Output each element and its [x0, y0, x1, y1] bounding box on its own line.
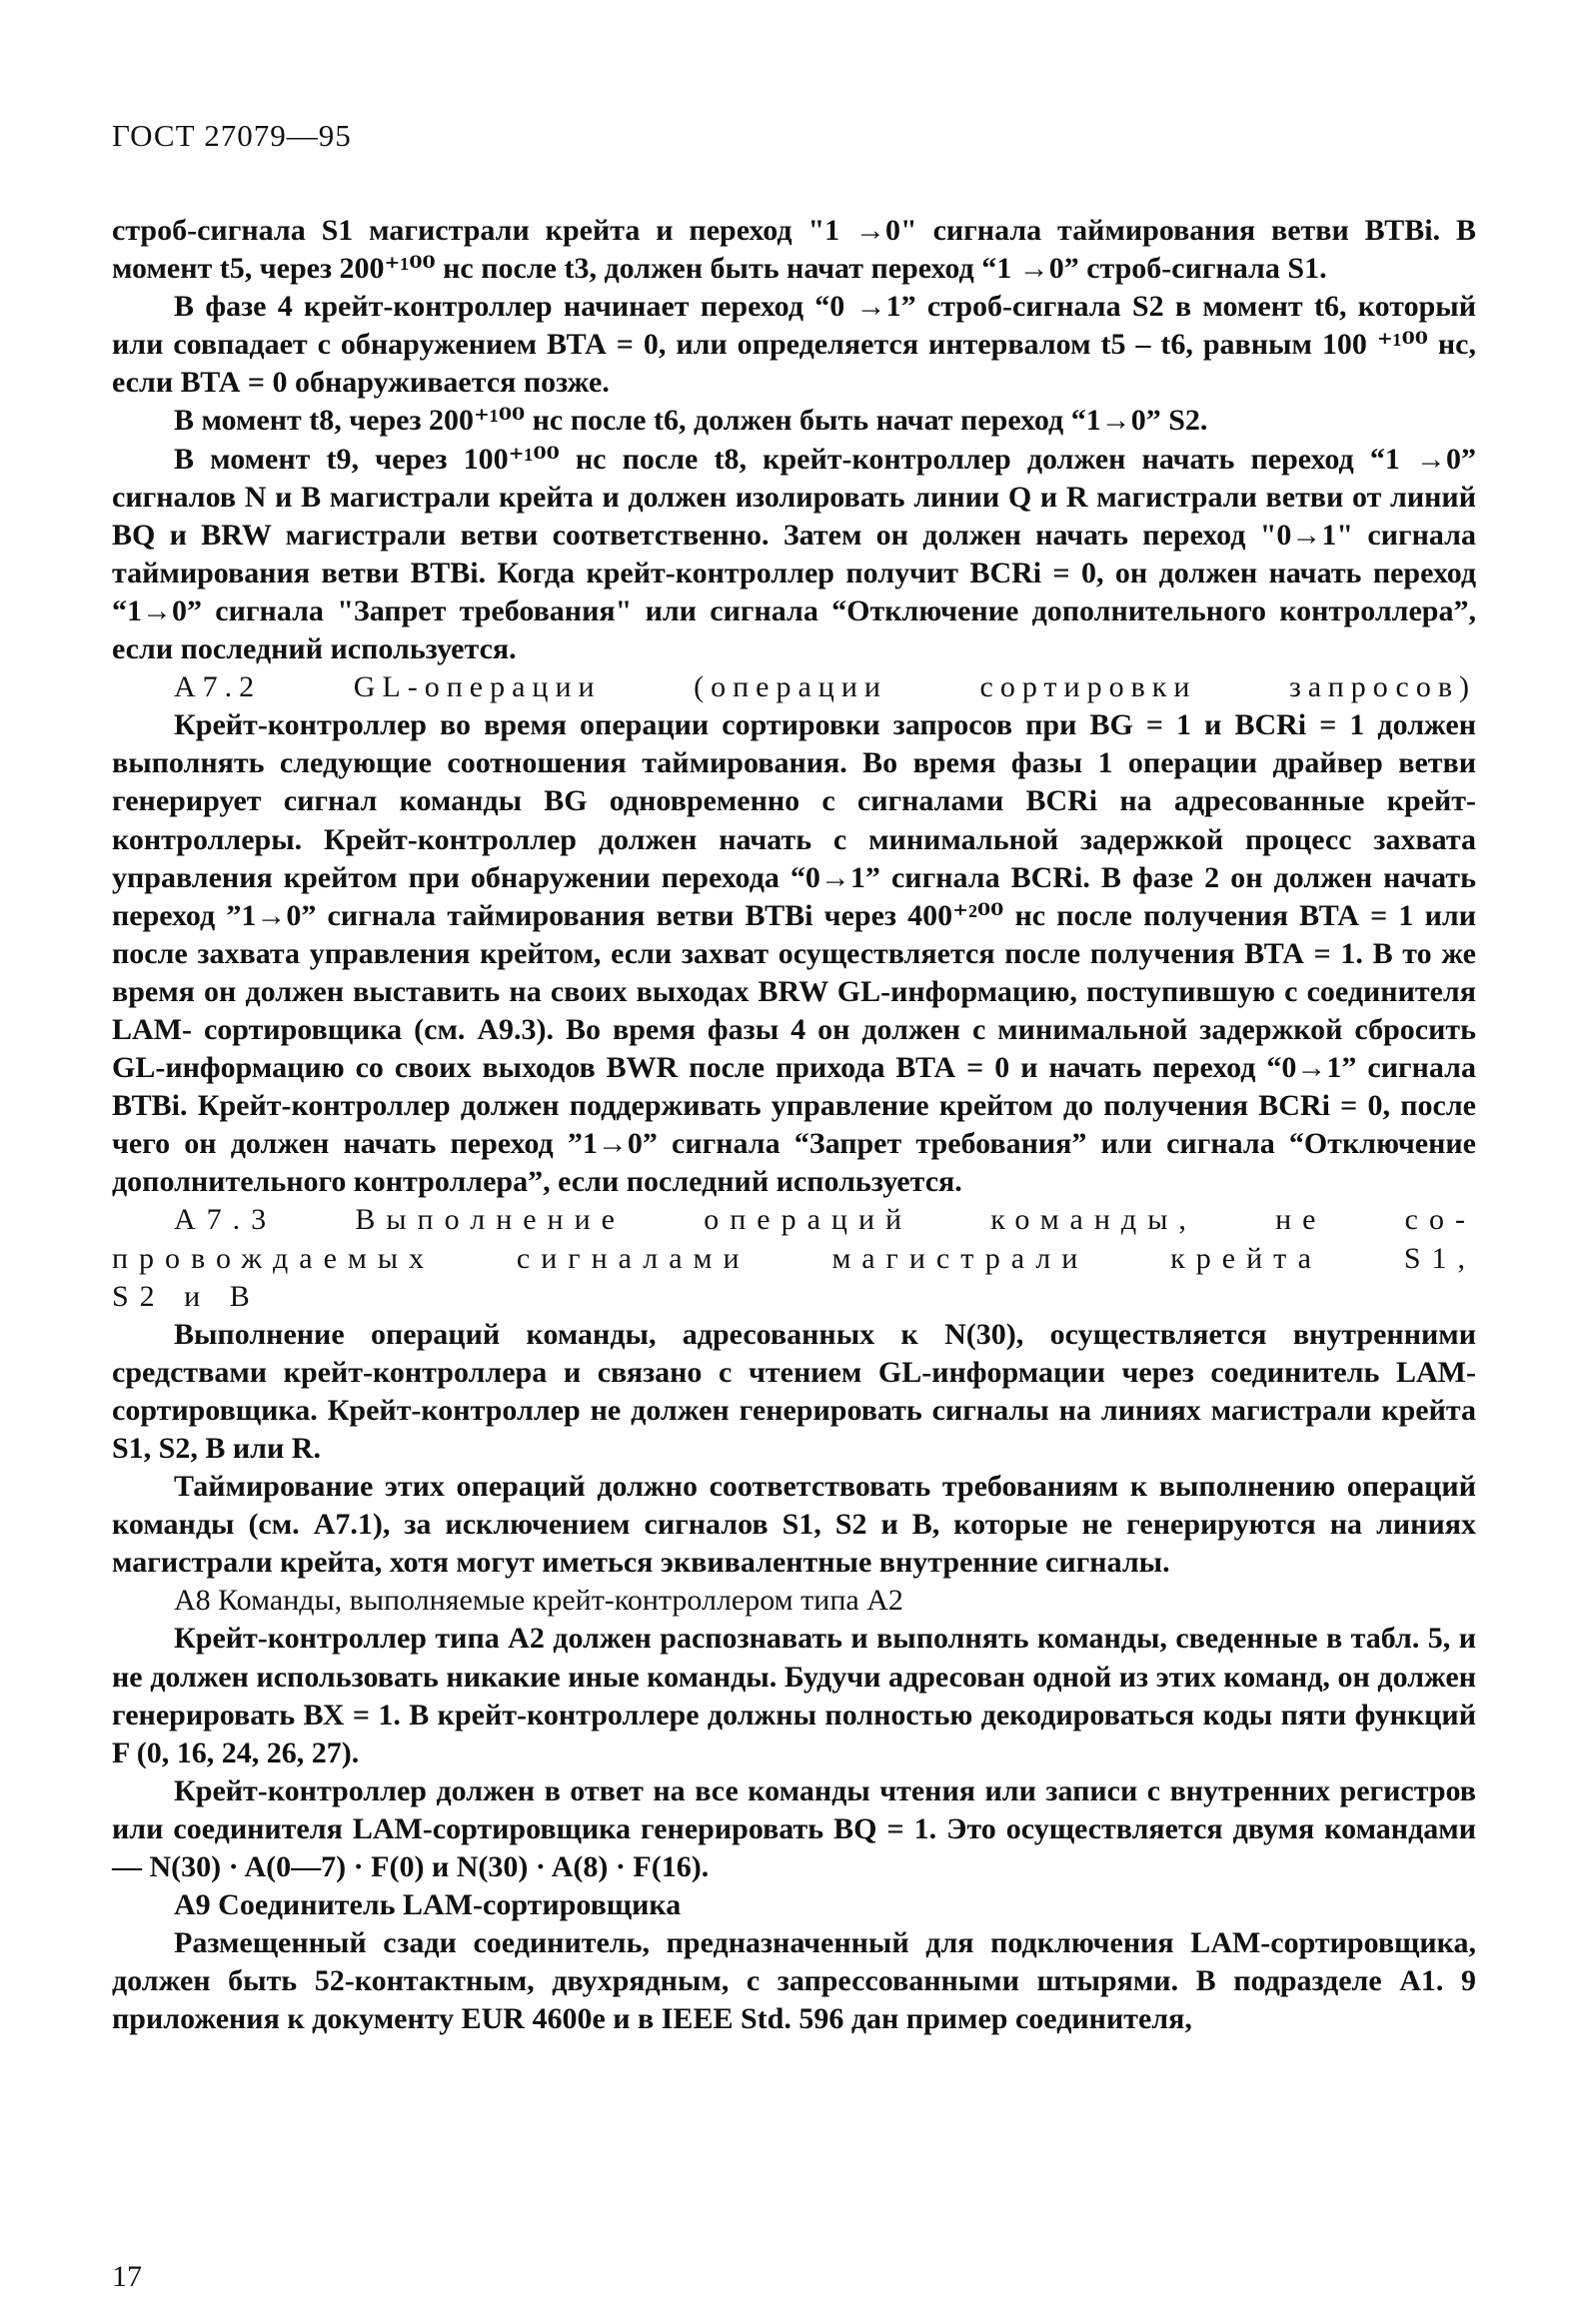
paragraph: В момент t8, через 200⁺¹⁰⁰ нс после t6, должен быть начат переход “1→0” S2.: [174, 404, 1208, 438]
page-number: 17: [112, 2260, 142, 2293]
paragraph: В фазе 4 крейт-контроллер начинает переход “0 →1” строб-сигнала S2 в момент t6, который или совпадает с обнаружением ВТА = 0, или определяется интервалом t5 – t6, равным 100 ⁺¹⁰⁰ нс, если ВТА = 0 обнаруживается позже.: [112, 290, 1476, 400]
running-head: ГОСТ 27079—95: [112, 118, 352, 153]
section-heading-a8: А8 Команды, выполняемые крейт-контроллером типа А2: [174, 1584, 903, 1618]
paragraph: Таймирование этих операций должно соответствовать требованиям к выполнению операций команды (см. А7.1), за исключением сигналов S1, S2 и В, которые не генерируются на линиях магистрали крейта, хотя могут иметься эквивалентные внутренние сигналы.: [112, 1470, 1476, 1580]
section-heading-a7-3-cont: провождаемых сигналами магистрали крейта S1,: [112, 1241, 1476, 1275]
paragraph: строб-сигнала S1 магистрали крейта и переход "1 →0" сигнала таймирования ветви ВТВi. В момент t5, через 200⁺¹⁰⁰ нс после t3, должен быть начат переход “1 →0” строб-сигнала S1.: [112, 214, 1476, 286]
paragraph: Выполнение операций команды, адресованных к N(30), осуществляется внутренними средствами крейт-контроллера и связано с чтением GL-информации через соединитель LAM-сортировщика. Крейт-контроллер не должен генерировать сигналы на линиях магистрали крейта S1, S2, В или R.: [112, 1317, 1476, 1465]
body-text: [112, 212, 1476, 2039]
paragraph: Крейт-контроллер должен в ответ на все команды чтения или записи с внутренних регистров или соединителя LAM-сортировщика генерировать BQ = 1. Это осуществляется двумя командами — N(30) · A(0—7) · F(0) и N(30) · A(8) · F(16).: [112, 1773, 1476, 1884]
paragraph: Размещенный сзади соединитель, предназначенный для подключения LAM-сортировщика, должен быть 52-контактным, двухрядным, с запрессованными штырями. В подразделе А1. 9 приложения к документу EUR 4600е и в IEEE Std. 596 дан пример соединителя,: [112, 1926, 1476, 2036]
section-heading-a7-2: А7.2 GL-операции (операции сортировки запросов): [174, 670, 1476, 704]
paragraph: В момент t9, через 100⁺¹⁰⁰ нс после t8, крейт-контроллер должен начать переход “1 →0” сигналов N и В магистрали крейта и должен изолировать линии Q и R магистрали ветви от линий BQ и BRW магистрали ветви соответственно. Затем он должен начать переход "0→1" сигнала таймирования ветви ВТВi. Когда крейт-контроллер получит BCRi = 0, он должен начать переход “1→0” сигнала "Запрет требования" или сигнала “Отключение дополнительного контроллера”, если последний используется.: [112, 442, 1476, 666]
paragraph: Крейт-контроллер во время операции сортировки запросов при BG = 1 и BCRi = 1 должен выполнять следующие соотношения таймирования. Во время фазы 1 операции драйвер ветви генерирует сигнал команды BG одновременно с сигналами BCRi на адресованные крейт-контроллеры. Крейт-контроллер должен начать с минимальной задержкой процесс захвата управления крейтом при обнаружении перехода “0→1” сигнала BCRi. В фазе 2 он должен начать переход ”1→0” сигнала таймирования ветви ВТВi через 400⁺²⁰⁰ нс после получения ВТА = 1 или после захвата управления крейтом, если захват осуществляется после получения ВТА = 1. В то же время он должен выставить на своих выходах BRW GL-информацию, поступившую с соединителя LAM- сортировщика (см. А9.3). Во время фазы 4 он должен с минимальной задержкой сбросить GL-информацию со своих выходов BWR после прихода ВТА = 0 и начать переход “0→1” сигнала ВТВi. Крейт-контроллер должен поддерживать управление крейтом до получения BCRi = 0, после чего он должен начать переход ”1→0” сигнала “Запрет требования” или сигнала “Отключение дополнительного контроллера”, если последний используется.: [112, 708, 1476, 1199]
section-heading-a7-3: А7.3 Выполнение операций команды, не со-: [174, 1203, 1476, 1237]
section-heading-a7-3-end: S2 и В: [112, 1279, 261, 1313]
paragraph: Крейт-контроллер типа А2 должен распознавать и выполнять команды, сведенные в табл. 5, и не должен использовать никакие иные команды. Будучи адресован одной из этих команд, он должен генерировать ВХ = 1. В крейт-контроллере должны полностью декодироваться коды пяти функций F (0, 16, 24, 26, 27).: [112, 1622, 1476, 1769]
section-heading-a9: А9 Соединитель LAM-сортировщика: [174, 1888, 682, 1922]
